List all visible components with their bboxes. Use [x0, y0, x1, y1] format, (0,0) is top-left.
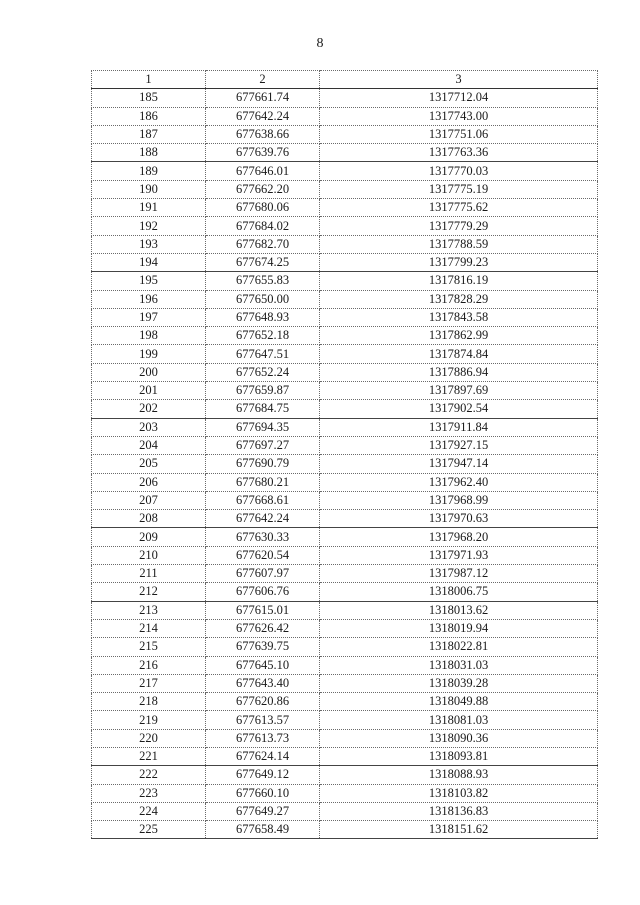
point-number-cell: 188: [92, 144, 206, 162]
point-number-cell: 217: [92, 674, 206, 692]
table-row: [92, 217, 598, 235]
table-row: [92, 235, 598, 253]
point-number-cell: 223: [92, 784, 206, 802]
x-coordinate-cell: 677684.02: [206, 217, 320, 235]
table-row: [92, 89, 598, 107]
y-coordinate-cell: 1318013.62: [320, 601, 598, 619]
table-row: [92, 199, 598, 217]
column-header-1: 1: [92, 71, 206, 89]
x-coordinate-cell: 677668.61: [206, 491, 320, 509]
y-coordinate-cell: 1318039.28: [320, 674, 598, 692]
x-coordinate-cell: 677690.79: [206, 455, 320, 473]
y-coordinate-cell: 1318088.93: [320, 766, 598, 784]
point-number-cell: 214: [92, 619, 206, 637]
coordinates-table: [91, 70, 598, 839]
x-coordinate-cell: 677643.40: [206, 674, 320, 692]
x-coordinate-cell: 677655.83: [206, 272, 320, 290]
table-row: [92, 363, 598, 381]
table-row: [92, 125, 598, 143]
y-coordinate-cell: 1318031.03: [320, 656, 598, 674]
y-coordinate-cell: 1317763.36: [320, 144, 598, 162]
y-coordinate-cell: 1317770.03: [320, 162, 598, 180]
x-coordinate-cell: 677660.10: [206, 784, 320, 802]
point-number-cell: 187: [92, 125, 206, 143]
table-row: [92, 253, 598, 271]
point-number-cell: 206: [92, 473, 206, 491]
x-coordinate-cell: 677648.93: [206, 308, 320, 326]
point-number-cell: 197: [92, 308, 206, 326]
table-row: [92, 784, 598, 802]
x-coordinate-cell: 677615.01: [206, 601, 320, 619]
point-number-cell: 190: [92, 180, 206, 198]
table-row: [92, 400, 598, 418]
point-number-cell: 189: [92, 162, 206, 180]
point-number-cell: 185: [92, 89, 206, 107]
table-row: [92, 693, 598, 711]
table-row: [92, 180, 598, 198]
point-number-cell: 196: [92, 290, 206, 308]
y-coordinate-cell: 1318151.62: [320, 821, 598, 839]
point-number-cell: 186: [92, 107, 206, 125]
x-coordinate-cell: 677642.24: [206, 510, 320, 528]
table-row: [92, 528, 598, 546]
table-row: [92, 290, 598, 308]
point-number-cell: 209: [92, 528, 206, 546]
y-coordinate-cell: 1317970.63: [320, 510, 598, 528]
y-coordinate-cell: 1317788.59: [320, 235, 598, 253]
y-coordinate-cell: 1317897.69: [320, 382, 598, 400]
y-coordinate-cell: 1317779.29: [320, 217, 598, 235]
x-coordinate-cell: 677697.27: [206, 436, 320, 454]
coordinates-table-body: [92, 71, 598, 839]
table-row: [92, 619, 598, 637]
x-coordinate-cell: 677620.86: [206, 693, 320, 711]
point-number-cell: 204: [92, 436, 206, 454]
table-row: [92, 308, 598, 326]
y-coordinate-cell: 1317987.12: [320, 565, 598, 583]
table-row: [92, 382, 598, 400]
y-coordinate-cell: 1317971.93: [320, 546, 598, 564]
table-row: [92, 802, 598, 820]
point-number-cell: 221: [92, 747, 206, 765]
point-number-cell: 200: [92, 363, 206, 381]
y-coordinate-cell: 1317775.19: [320, 180, 598, 198]
y-coordinate-cell: 1317743.00: [320, 107, 598, 125]
x-coordinate-cell: 677658.49: [206, 821, 320, 839]
x-coordinate-cell: 677613.57: [206, 711, 320, 729]
table-row: [92, 766, 598, 784]
point-number-cell: 202: [92, 400, 206, 418]
x-coordinate-cell: 677650.00: [206, 290, 320, 308]
y-coordinate-cell: 1318136.83: [320, 802, 598, 820]
table-row: [92, 455, 598, 473]
x-coordinate-cell: 677674.25: [206, 253, 320, 271]
table-row: [92, 583, 598, 601]
y-coordinate-cell: 1317816.19: [320, 272, 598, 290]
point-number-cell: 203: [92, 418, 206, 436]
x-coordinate-cell: 677624.14: [206, 747, 320, 765]
table-row: [92, 674, 598, 692]
point-number-cell: 198: [92, 327, 206, 345]
point-number-cell: 224: [92, 802, 206, 820]
table-header-row: [92, 71, 598, 89]
point-number-cell: 215: [92, 638, 206, 656]
table-row: [92, 272, 598, 290]
table-row: [92, 565, 598, 583]
point-number-cell: 222: [92, 766, 206, 784]
x-coordinate-cell: 677652.24: [206, 363, 320, 381]
table-row: [92, 162, 598, 180]
x-coordinate-cell: 677680.06: [206, 199, 320, 217]
y-coordinate-cell: 1317862.99: [320, 327, 598, 345]
y-coordinate-cell: 1317902.54: [320, 400, 598, 418]
y-coordinate-cell: 1318090.36: [320, 729, 598, 747]
y-coordinate-cell: 1318019.94: [320, 619, 598, 637]
table-row: [92, 747, 598, 765]
point-number-cell: 192: [92, 217, 206, 235]
y-coordinate-cell: 1317712.04: [320, 89, 598, 107]
x-coordinate-cell: 677613.73: [206, 729, 320, 747]
x-coordinate-cell: 677645.10: [206, 656, 320, 674]
x-coordinate-cell: 677646.01: [206, 162, 320, 180]
point-number-cell: 210: [92, 546, 206, 564]
y-coordinate-cell: 1317775.62: [320, 199, 598, 217]
x-coordinate-cell: 677606.76: [206, 583, 320, 601]
y-coordinate-cell: 1317874.84: [320, 345, 598, 363]
point-number-cell: 208: [92, 510, 206, 528]
point-number-cell: 199: [92, 345, 206, 363]
x-coordinate-cell: 677647.51: [206, 345, 320, 363]
table-row: [92, 327, 598, 345]
table-row: [92, 473, 598, 491]
point-number-cell: 194: [92, 253, 206, 271]
column-header-3: 3: [320, 71, 598, 89]
y-coordinate-cell: 1317927.15: [320, 436, 598, 454]
x-coordinate-cell: 677652.18: [206, 327, 320, 345]
y-coordinate-cell: 1317968.99: [320, 491, 598, 509]
table-row: [92, 436, 598, 454]
x-coordinate-cell: 677694.35: [206, 418, 320, 436]
table-row: [92, 107, 598, 125]
x-coordinate-cell: 677682.70: [206, 235, 320, 253]
point-number-cell: 191: [92, 199, 206, 217]
point-number-cell: 218: [92, 693, 206, 711]
x-coordinate-cell: 677638.66: [206, 125, 320, 143]
point-number-cell: 193: [92, 235, 206, 253]
y-coordinate-cell: 1318103.82: [320, 784, 598, 802]
table-row: [92, 821, 598, 839]
table-row: [92, 638, 598, 656]
table-row: [92, 711, 598, 729]
point-number-cell: 195: [92, 272, 206, 290]
point-number-cell: 216: [92, 656, 206, 674]
point-number-cell: 220: [92, 729, 206, 747]
point-number-cell: 213: [92, 601, 206, 619]
x-coordinate-cell: 677659.87: [206, 382, 320, 400]
table-row: [92, 510, 598, 528]
y-coordinate-cell: 1317886.94: [320, 363, 598, 381]
y-coordinate-cell: 1317968.20: [320, 528, 598, 546]
point-number-cell: 219: [92, 711, 206, 729]
point-number-cell: 211: [92, 565, 206, 583]
column-header-2: 2: [206, 71, 320, 89]
y-coordinate-cell: 1318081.03: [320, 711, 598, 729]
y-coordinate-cell: 1317799.23: [320, 253, 598, 271]
table-row: [92, 546, 598, 564]
x-coordinate-cell: 677649.27: [206, 802, 320, 820]
y-coordinate-cell: 1318049.88: [320, 693, 598, 711]
x-coordinate-cell: 677661.74: [206, 89, 320, 107]
x-coordinate-cell: 677642.24: [206, 107, 320, 125]
y-coordinate-cell: 1317751.06: [320, 125, 598, 143]
y-coordinate-cell: 1317947.14: [320, 455, 598, 473]
point-number-cell: 201: [92, 382, 206, 400]
table-row: [92, 418, 598, 436]
y-coordinate-cell: 1317962.40: [320, 473, 598, 491]
x-coordinate-cell: 677684.75: [206, 400, 320, 418]
x-coordinate-cell: 677680.21: [206, 473, 320, 491]
x-coordinate-cell: 677620.54: [206, 546, 320, 564]
point-number-cell: 212: [92, 583, 206, 601]
x-coordinate-cell: 677626.42: [206, 619, 320, 637]
x-coordinate-cell: 677630.33: [206, 528, 320, 546]
x-coordinate-cell: 677662.20: [206, 180, 320, 198]
x-coordinate-cell: 677649.12: [206, 766, 320, 784]
table-row: [92, 729, 598, 747]
page-number: 8: [316, 36, 324, 51]
point-number-cell: 225: [92, 821, 206, 839]
point-number-cell: 207: [92, 491, 206, 509]
x-coordinate-cell: 677639.76: [206, 144, 320, 162]
y-coordinate-cell: 1317828.29: [320, 290, 598, 308]
y-coordinate-cell: 1317843.58: [320, 308, 598, 326]
table-row: [92, 491, 598, 509]
y-coordinate-cell: 1317911.84: [320, 418, 598, 436]
point-number-cell: 205: [92, 455, 206, 473]
table-row: [92, 345, 598, 363]
table-row: [92, 144, 598, 162]
x-coordinate-cell: 677607.97: [206, 565, 320, 583]
y-coordinate-cell: 1318022.81: [320, 638, 598, 656]
x-coordinate-cell: 677639.75: [206, 638, 320, 656]
table-row: [92, 656, 598, 674]
table-row: [92, 601, 598, 619]
y-coordinate-cell: 1318093.81: [320, 747, 598, 765]
y-coordinate-cell: 1318006.75: [320, 583, 598, 601]
